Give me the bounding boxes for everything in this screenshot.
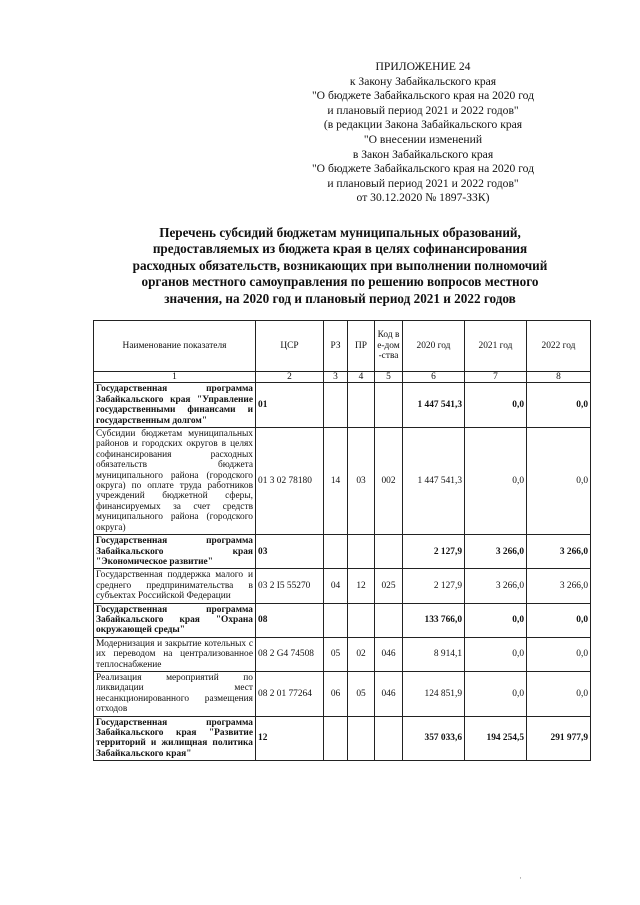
row-2022: 291 977,9 — [527, 716, 591, 761]
row-pr: 12 — [348, 569, 375, 603]
row-2022: 3 266,0 — [527, 569, 591, 603]
col-number: 8 — [527, 372, 591, 383]
col-number: 5 — [375, 372, 403, 383]
row-2021: 0,0 — [465, 671, 527, 716]
col-number: 3 — [324, 372, 348, 383]
appendix-line: "О бюджете Забайкальского края на 2020 год — [311, 89, 535, 103]
row-ved: 002 — [375, 428, 403, 535]
row-csr: 01 3 02 78180 — [256, 428, 324, 535]
row-2021: 0,0 — [465, 603, 527, 637]
row-name: Государственная программа Забайкальского края "Экономическое развитие" — [94, 535, 256, 569]
row-csr: 12 — [256, 716, 324, 761]
header-2020: 2020 год — [403, 321, 465, 372]
subsidies-table — [93, 320, 591, 761]
appendix-line: "О бюджете Забайкальского края на 2020 год — [311, 162, 535, 176]
row-csr: 08 — [256, 603, 324, 637]
row-name: Государственная программа Забайкальского края "Управление государственными финансами и государственным долгом" — [94, 383, 256, 428]
row-2022: 0,0 — [527, 603, 591, 637]
appendix-line: от 30.12.2020 № 1897-ЗЗК) — [356, 191, 490, 205]
row-2020: 124 851,9 — [403, 671, 465, 716]
row-csr: 08 2 G4 74508 — [256, 637, 324, 671]
row-rz: 06 — [324, 671, 348, 716]
row-pr — [348, 383, 375, 428]
row-ved — [375, 535, 403, 569]
row-name: Государственная поддержка малого и среднего предпринимательства в субъектах Российской Федерации — [94, 569, 256, 603]
table-row — [94, 603, 591, 637]
row-name: Модернизация и закрытие котельных с их переводом на централизованное теплоснабжение — [94, 637, 256, 671]
header-name: Наименование показателя — [94, 321, 256, 372]
title-line: предоставляемых из бюджета края в целях софинансирования — [152, 241, 528, 257]
appendix-line: к Закону Забайкальского края — [349, 74, 497, 88]
row-csr: 03 2 I5 55270 — [256, 569, 324, 603]
header-ved: Код ве-дом-ства — [375, 321, 403, 372]
row-2020: 1 447 541,3 — [403, 428, 465, 535]
header-row — [94, 321, 591, 372]
row-2020: 1 447 541,3 — [403, 383, 465, 428]
row-rz — [324, 716, 348, 761]
row-csr: 01 — [256, 383, 324, 428]
scan-speck: · — [519, 873, 522, 883]
row-pr — [348, 716, 375, 761]
row-2021: 194 254,5 — [465, 716, 527, 761]
row-2020: 357 033,6 — [403, 716, 465, 761]
row-name: Субсидии бюджетам муниципальных районов и городских округов в целях софинансирования расходных обязательств бюджета муниципального района (городского округа) по оплате труда работников учреждений бюджетной сферы, финансируемых за счет средств муниципального района (городского округа) — [94, 428, 256, 535]
appendix-line: в Закон Забайкальского края — [352, 147, 494, 161]
header-2022: 2022 год — [527, 321, 591, 372]
row-name: Государственная программа Забайкальского края "Развитие территорий и жилищная политика Забайкальского края" — [94, 716, 256, 761]
document-title — [105, 225, 575, 307]
appendix-line: и плановый период 2021 и 2022 годов" — [327, 176, 519, 190]
table-row — [94, 535, 591, 569]
col-number: 6 — [403, 372, 465, 383]
row-rz — [324, 383, 348, 428]
row-name: Государственная программа Забайкальского края "Охрана окружающей среды" — [94, 603, 256, 637]
row-name: Реализация мероприятий по ликвидации мест несанкционированного размещения отходов — [94, 671, 256, 716]
appendix-line: ПРИЛОЖЕНИЕ 24 — [375, 60, 471, 73]
row-2022: 0,0 — [527, 671, 591, 716]
header-pr: ПР — [348, 321, 375, 372]
header-rz: РЗ — [324, 321, 348, 372]
row-2021: 0,0 — [465, 428, 527, 535]
title-line: Перечень субсидий бюджетам муниципальных образований, — [159, 225, 521, 240]
appendix-line: (в редакции Закона Забайкальского края — [323, 118, 523, 132]
row-ved: 046 — [375, 671, 403, 716]
row-pr — [348, 535, 375, 569]
table-row — [94, 428, 591, 535]
row-ved — [375, 383, 403, 428]
header-csr: ЦСР — [256, 321, 324, 372]
row-ved — [375, 716, 403, 761]
row-rz — [324, 535, 348, 569]
row-rz: 04 — [324, 569, 348, 603]
row-2022: 3 266,0 — [527, 535, 591, 569]
row-ved: 025 — [375, 569, 403, 603]
header-2021: 2021 год — [465, 321, 527, 372]
row-2022: 0,0 — [527, 383, 591, 428]
row-csr: 08 2 01 77264 — [256, 671, 324, 716]
row-rz: 05 — [324, 637, 348, 671]
title-line: расходных обязательств, возникающих при выполнении полномочий — [132, 257, 548, 273]
title-line: органов местного самоуправления по решению вопросов местного — [141, 274, 539, 290]
appendix-line: и плановый период 2021 и 2022 годов" — [327, 103, 519, 117]
row-pr: 03 — [348, 428, 375, 535]
col-number: 4 — [348, 372, 375, 383]
title-line: значения, на 2020 год и плановый период 2021 и 2022 годов — [164, 290, 516, 306]
row-pr: 05 — [348, 671, 375, 716]
row-2022: 0,0 — [527, 428, 591, 535]
row-2022: 0,0 — [527, 637, 591, 671]
row-pr: 02 — [348, 637, 375, 671]
appendix-line: "О внесении изменений — [363, 132, 483, 146]
row-2020: 2 127,9 — [403, 569, 465, 603]
col-number: 2 — [256, 372, 324, 383]
row-rz: 14 — [324, 428, 348, 535]
col-number: 1 — [94, 372, 256, 383]
row-rz — [324, 603, 348, 637]
row-2020: 133 766,0 — [403, 603, 465, 637]
appendix-header — [258, 60, 588, 206]
row-csr: 03 — [256, 535, 324, 569]
table-row — [94, 637, 591, 671]
table-row — [94, 716, 591, 761]
row-ved — [375, 603, 403, 637]
row-2020: 2 127,9 — [403, 535, 465, 569]
row-ved: 046 — [375, 637, 403, 671]
row-2020: 8 914,1 — [403, 637, 465, 671]
table-row — [94, 383, 591, 428]
row-2021: 3 266,0 — [465, 535, 527, 569]
table-row — [94, 569, 591, 603]
row-2021: 0,0 — [465, 383, 527, 428]
row-2021: 0,0 — [465, 637, 527, 671]
table-row — [94, 671, 591, 716]
row-2021: 3 266,0 — [465, 569, 527, 603]
col-number: 7 — [465, 372, 527, 383]
row-pr — [348, 603, 375, 637]
column-numbers-row — [94, 372, 591, 383]
